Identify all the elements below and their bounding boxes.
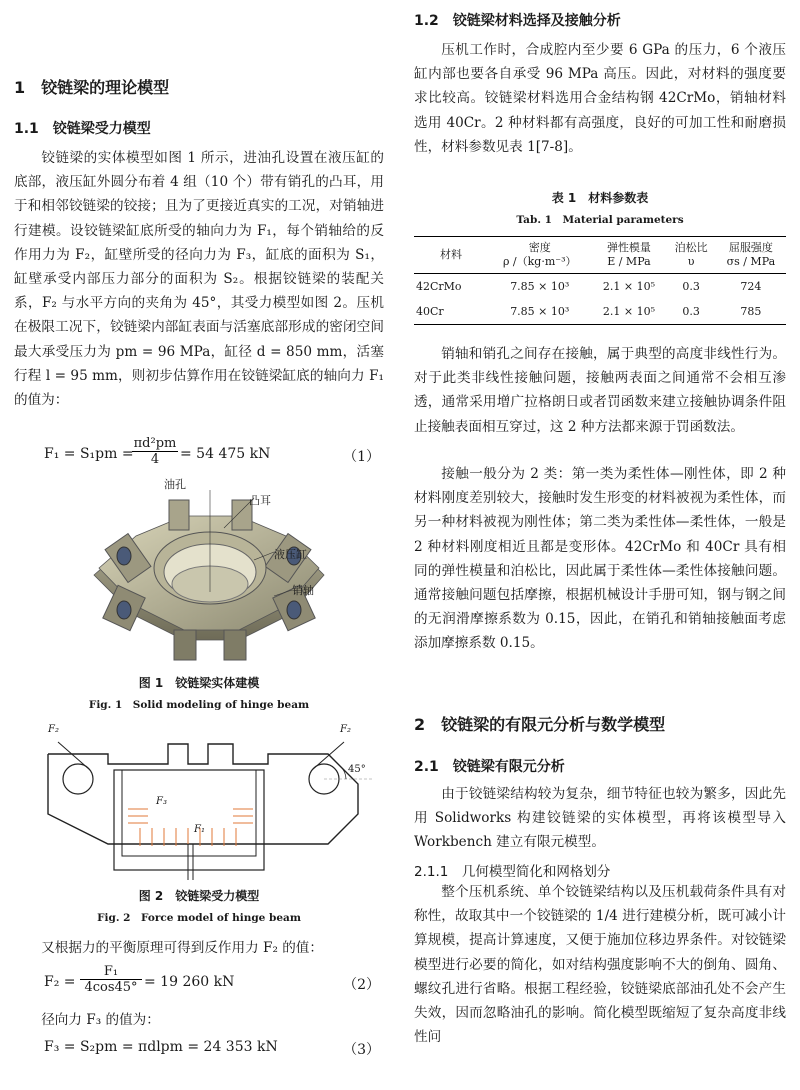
equation-3: [14, 1035, 384, 1075]
hinge-beam-solid-illustration: [74, 480, 344, 670]
paragraph-material-selection: 压机工作时，合成腔内至少要 6 GPa 的压力，6 个液压缸内部也要各自承受 96 MPa 高压。因此，对材料的强度要求比较高。铰链梁材料选用合金结构钢 42CrMo，销轴材料选用 40Cr。2 种材料都有高强度，良好的可加工性和耐磨损性，材料参数见表 1[7-8]。: [414, 42, 786, 155]
eq1-fraction: [132, 436, 178, 467]
figure-2-force-model: [28, 724, 374, 880]
table-1-caption-cn: 表 1 材料参数表: [551, 191, 649, 205]
table-cell: 0.3: [666, 299, 715, 325]
table-cell: 2.1 × 10⁵: [591, 299, 666, 325]
paragraph-geometry-simplification: 整个压机系统、单个铰链梁结构以及压机载荷条件具有对称性，故取其中一个铰链梁的 1/4 进行建模分析，既可减小计算规模，提高计算速度，又便于施加位移边界条件。对铰链梁模型进行必要的简化，如对结构强度影响不大的倒角、圆角、螺纹孔进行省略。根据工程经验，铰链梁底部油孔处不会产生失效，因而忽略油孔的影响。简化模型既缩短了复杂高度非线性问: [414, 884, 786, 1046]
table-cell: 785: [716, 299, 786, 325]
subsection-2-1-heading: 2.1 铰链梁有限元分析: [414, 759, 565, 775]
table-cell: 724: [740, 280, 762, 293]
label-f2-right: F₂: [340, 724, 351, 735]
eq3-body: F₃ = S₂pm = πdlpm = 24 353 kN: [44, 1039, 278, 1055]
subsection-1-1-heading: 1.1 铰链梁受力模型: [14, 121, 151, 137]
eq2-number: （2）: [343, 977, 380, 993]
eq2-lhs: F₂ =: [44, 974, 76, 990]
figure-1-solid-model: [74, 480, 344, 670]
figure-1-caption-cn: 图 1 铰链梁实体建模: [138, 676, 260, 690]
eq2-numerator: F₁: [80, 964, 142, 980]
eq2-fraction: [80, 964, 142, 995]
table-header-cell: 泊松比 υ: [666, 237, 715, 274]
table-header-cell: 材料: [414, 237, 488, 274]
paragraph-contact-analysis: 销轴和销孔之间存在接触，属于典型的高度非线性行为。对于此类非线性接触问题，接触两表面之间通常不会相互渗透，通常采用增广拉格朗日或者罚函数来建立接触协调条件阻止接触表面相互穿过，这 2 种方法都来源于罚函数法。: [414, 346, 786, 435]
label-pin: 销轴: [292, 584, 314, 597]
paragraph-contact-types: 接触一般分为 2 类：第一类为柔性体—刚性体，即 2 种材料刚度差别较大，接触时发生形变的材料被视为柔性体，而另一种材料被视为刚性体；第二类为柔性体—柔性体，一般是 2 种材料刚度相近且都是变形体。42CrMo 和 40Cr 具有相同的弹性模量和泊松比，因此属于柔性体—柔性体接触问题。通常接触问题包括摩擦，根据机械设计手册可知，钢与钢之间的无润滑摩擦系数为 0.15，因此，在销孔和销轴接触面考虑添加摩擦系数 0.15。: [414, 466, 786, 652]
equation-2: [14, 964, 384, 1004]
table-header-cell: 弹性模量 E / MPa: [591, 237, 666, 274]
eq3-number: （3）: [343, 1042, 380, 1058]
figure-2-caption-en: Fig. 2 Force model of hinge beam: [97, 912, 301, 924]
paragraph-hinge-model: 铰链梁的实体模型如图 1 所示，进油孔设置在液压缸的底部，液压缸外圆分布着 4 组（10 个）带有销孔的凸耳，用于和相邻铰链梁的铰接；且为了更接近真实的工况，对销轴进行建模。设铰链梁缸底所受的轴向力为 F₁，每个销轴给的反作用力为 F₂，缸壁所受的径向力为 F₃，缸底的面积为 S₁，缸壁承受内部压力部分的面积为 S₂。根据铰链梁的装配关系，F₂ 与水平方向的夹角为 45°，其受力模型如图 2。压机在极限工况下，铰链梁内部缸表面与活塞底部形成的密闭空间最大承受压力为 pm = 96 MPa，缸径 d = 850 mm，活塞行程 l = 95 mm，则初步估算作用在铰链梁缸底的轴向力 F₁ 的值为：: [14, 150, 384, 409]
equation-1: [14, 436, 384, 476]
table-cell: 7.85 × 10³: [488, 299, 591, 325]
subsection-2-1-1-heading: 2.1.1 几何模型简化和网格划分: [414, 864, 611, 880]
label-f1: F₁: [194, 824, 205, 835]
table-1-caption-en: Tab. 1 Material parameters: [516, 214, 684, 226]
subsection-1-2-heading: 1.2 铰链梁材料选择及接触分析: [414, 13, 621, 29]
table-row: [414, 299, 786, 325]
eq1-numerator: πd²pm: [133, 436, 177, 451]
table-row: [414, 274, 786, 300]
label-45-degree: 45°: [348, 764, 366, 775]
material-table: [414, 236, 786, 325]
eq1-denominator: 4: [150, 452, 160, 467]
label-lug: 凸耳: [249, 494, 271, 507]
label-oil-hole: 油孔: [164, 478, 186, 491]
figure-1-caption-en: Fig. 1 Solid modeling of hinge beam: [88, 699, 310, 711]
eq2-rhs: = 19 260 kN: [144, 974, 235, 990]
table-cell: 2.1 × 10⁵: [602, 280, 655, 293]
table-header-cell: 屈服强度 σs / MPa: [716, 237, 786, 274]
eq2-denominator: 4cos45°: [84, 980, 138, 995]
table-cell: 40Cr: [414, 299, 488, 325]
table-header-cell: 密度 ρ /（kg·m⁻³）: [488, 237, 591, 274]
paragraph-force-balance: 又根据力的平衡原理可得到反作用力 F₂ 的值：: [41, 940, 323, 956]
paragraph-radial-force: 径向力 F₃ 的值为：: [41, 1012, 160, 1028]
table-header-row: [414, 237, 786, 274]
paragraph-fea-intro: 由于铰链梁结构较为复杂，细节特征也较为繁多，因此先用 Solidworks 构建铰链梁的实体模型，再将该模型导入 Workbench 建立有限元模型。: [414, 786, 786, 851]
table-cell: 42CrMo: [416, 280, 462, 293]
section-2-heading: 2 铰链梁的有限元分析与数学模型: [414, 715, 666, 734]
table-cell: 7.85 × 10³: [510, 280, 570, 293]
eq1-lhs: F₁ = S₁pm =: [44, 446, 134, 462]
eq1-rhs: = 54 475 kN: [180, 446, 271, 462]
table-cell: 0.3: [682, 280, 700, 293]
eq1-number: （1）: [343, 449, 380, 465]
label-f2-left: F₂: [48, 724, 59, 735]
section-1-heading: 1 铰链梁的理论模型: [14, 78, 170, 97]
material-parameters-table: [414, 236, 786, 325]
force-model-diagram: [28, 724, 374, 880]
label-f3: F₃: [156, 796, 167, 807]
figure-2-caption-cn: 图 2 铰链梁受力模型: [138, 889, 260, 903]
label-cylinder: 液压缸: [274, 548, 307, 561]
